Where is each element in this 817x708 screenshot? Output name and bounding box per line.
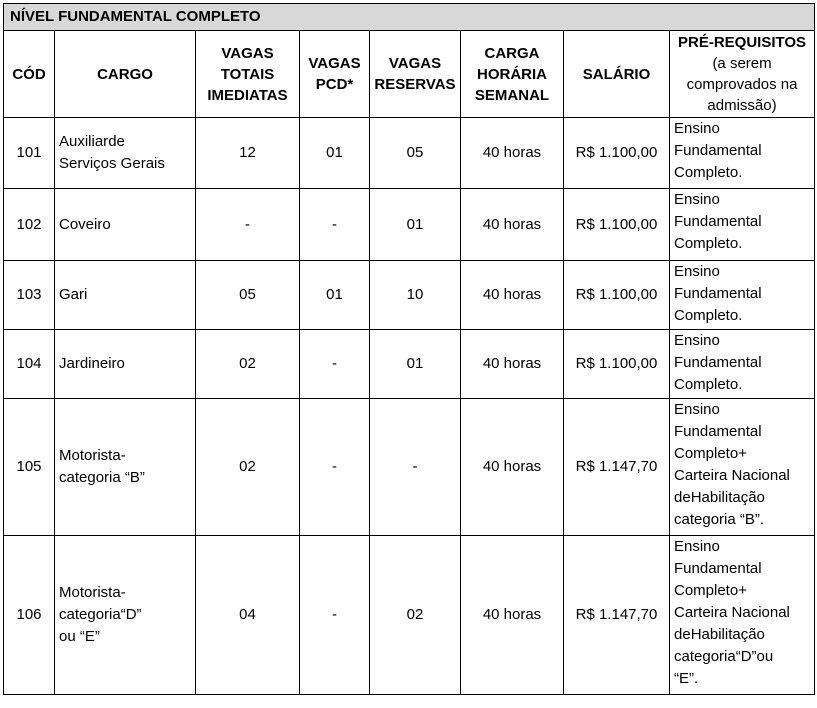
vagas-reservas-cell: - — [370, 399, 461, 536]
table-row — [4, 330, 815, 399]
cargo-line: categoria “B” — [59, 469, 145, 486]
pre-line: Fundamental — [674, 285, 762, 302]
pre-line: deHabilitação — [674, 489, 765, 506]
header-line: RESERVAS — [374, 76, 456, 93]
cargo-cell — [55, 536, 196, 695]
cargo-line: Motorista- — [59, 447, 126, 464]
vagas-totais-cell: 05 — [196, 261, 300, 330]
cod-cell: 105 — [4, 399, 55, 536]
table-row — [4, 536, 815, 695]
header-cargo: CARGO — [55, 31, 196, 118]
header-line: VAGAS — [221, 44, 274, 62]
pre-requisitos-cell — [670, 330, 815, 399]
header-vagas-totais — [196, 31, 300, 118]
table-row — [4, 189, 815, 261]
carga-horaria-cell: 40 horas — [461, 399, 564, 536]
pre-line: Carteira Nacional — [674, 604, 790, 621]
header-pre-title: PRÉ-REQUISITOS — [677, 34, 807, 51]
header-line: PCD* — [315, 76, 354, 93]
carga-horaria-cell: 40 horas — [461, 330, 564, 399]
pre-line: Fundamental — [674, 560, 762, 577]
vagas-totais-cell: 02 — [196, 399, 300, 536]
header-pre-lines — [674, 53, 810, 116]
pre-requisitos-cell — [670, 118, 815, 189]
cargo-cell — [55, 330, 196, 399]
salario-cell: R$ 1.100,00 — [564, 189, 670, 261]
header-line: SEMANAL — [474, 86, 550, 104]
header-salario: SALÁRIO — [564, 31, 670, 118]
header-line: IMEDIATAS — [207, 86, 288, 104]
pre-line: Ensino — [674, 538, 720, 555]
pre-requisitos-cell — [670, 261, 815, 330]
vagas-pcd-cell: 01 — [300, 261, 370, 330]
vagas-reservas-cell: 10 — [370, 261, 461, 330]
pre-line: Completo+ — [674, 582, 747, 599]
pre-line: Completo. — [674, 376, 743, 393]
cod-cell: 103 — [4, 261, 55, 330]
pre-requisitos-cell — [670, 189, 815, 261]
pre-line: “E”. — [674, 670, 699, 687]
section-title: NÍVEL FUNDAMENTAL COMPLETO — [4, 4, 815, 31]
vagas-pcd-cell: - — [300, 330, 370, 399]
cargo-line: Auxiliarde — [59, 133, 125, 150]
pre-line: Ensino — [674, 401, 720, 418]
header-row — [4, 31, 815, 118]
carga-horaria-cell: 40 horas — [461, 118, 564, 189]
pre-line: Ensino — [674, 191, 720, 208]
header-cod: CÓD — [4, 31, 55, 118]
header-line: (a serem — [712, 55, 772, 72]
pre-line: Completo. — [674, 307, 743, 324]
cod-cell: 101 — [4, 118, 55, 189]
cargo-cell — [55, 261, 196, 330]
vagas-totais-cell: 04 — [196, 536, 300, 695]
vagas-totais-cell: 02 — [196, 330, 300, 399]
pre-line: Completo. — [674, 235, 743, 252]
header-pre-requisitos — [670, 31, 815, 118]
carga-horaria-cell: 40 horas — [461, 536, 564, 695]
header-line: VAGAS — [308, 55, 361, 72]
pre-line: deHabilitação — [674, 626, 765, 643]
header-line: VAGAS — [388, 55, 442, 72]
vagas-pcd-cell: 01 — [300, 118, 370, 189]
salario-cell: R$ 1.147,70 — [564, 536, 670, 695]
cargo-line: ou “E” — [59, 628, 100, 645]
pre-line: Fundamental — [674, 213, 762, 230]
pre-line: Completo+ — [674, 445, 747, 462]
pre-line: Completo. — [674, 164, 743, 181]
header-line: comprovados na — [686, 76, 798, 93]
cargo-line: categoria“D” — [59, 606, 142, 623]
salario-cell: R$ 1.147,70 — [564, 399, 670, 536]
pre-requisitos-cell — [670, 399, 815, 536]
header-vagas-pcd — [300, 31, 370, 118]
pre-line: categoria“D”ou — [674, 648, 774, 665]
vagas-totais-cell: - — [196, 189, 300, 261]
pre-line: Ensino — [674, 263, 720, 280]
header-line: TOTAIS — [220, 65, 275, 83]
cargo-cell — [55, 399, 196, 536]
cargo-line: Coveiro — [59, 215, 111, 233]
header-line: HORÁRIA — [477, 65, 547, 83]
cargo-cell — [55, 118, 196, 189]
cod-cell: 104 — [4, 330, 55, 399]
vagas-reservas-cell: 02 — [370, 536, 461, 695]
cod-cell: 106 — [4, 536, 55, 695]
vagas-pcd-cell: - — [300, 189, 370, 261]
section-title-row — [4, 4, 815, 31]
table-row — [4, 261, 815, 330]
carga-horaria-cell: 40 horas — [461, 189, 564, 261]
salario-cell: R$ 1.100,00 — [564, 330, 670, 399]
pre-requisitos-cell — [670, 536, 815, 695]
vagas-pcd-cell: - — [300, 536, 370, 695]
vacancies-table — [3, 3, 815, 695]
header-vagas-reservas — [370, 31, 461, 118]
table-row — [4, 399, 815, 536]
cargo-line: Gari — [59, 286, 88, 303]
vagas-reservas-cell: 01 — [370, 189, 461, 261]
pre-line: Fundamental — [674, 423, 762, 440]
cargo-line: Jardineiro — [59, 355, 125, 372]
pre-line: Carteira Nacional — [674, 467, 790, 484]
salario-cell: R$ 1.100,00 — [564, 118, 670, 189]
vagas-reservas-cell: 01 — [370, 330, 461, 399]
vagas-pcd-cell: - — [300, 399, 370, 536]
cargo-line: Motorista- — [59, 584, 126, 601]
cod-cell: 102 — [4, 189, 55, 261]
header-line: admissão) — [707, 97, 777, 114]
pre-line: categoria “B”. — [674, 511, 765, 528]
carga-horaria-cell: 40 horas — [461, 261, 564, 330]
vagas-totais-cell: 12 — [196, 118, 300, 189]
header-carga-horaria — [461, 31, 564, 118]
vagas-reservas-cell: 05 — [370, 118, 461, 189]
pre-line: Ensino — [674, 120, 720, 137]
header-line: CARGA — [484, 44, 540, 62]
pre-line: Fundamental — [674, 354, 762, 371]
table-row — [4, 118, 815, 189]
cargo-cell — [55, 189, 196, 261]
salario-cell: R$ 1.100,00 — [564, 261, 670, 330]
cargo-line: Serviços Gerais — [59, 155, 165, 172]
pre-line: Ensino — [674, 332, 720, 349]
pre-line: Fundamental — [674, 142, 762, 159]
